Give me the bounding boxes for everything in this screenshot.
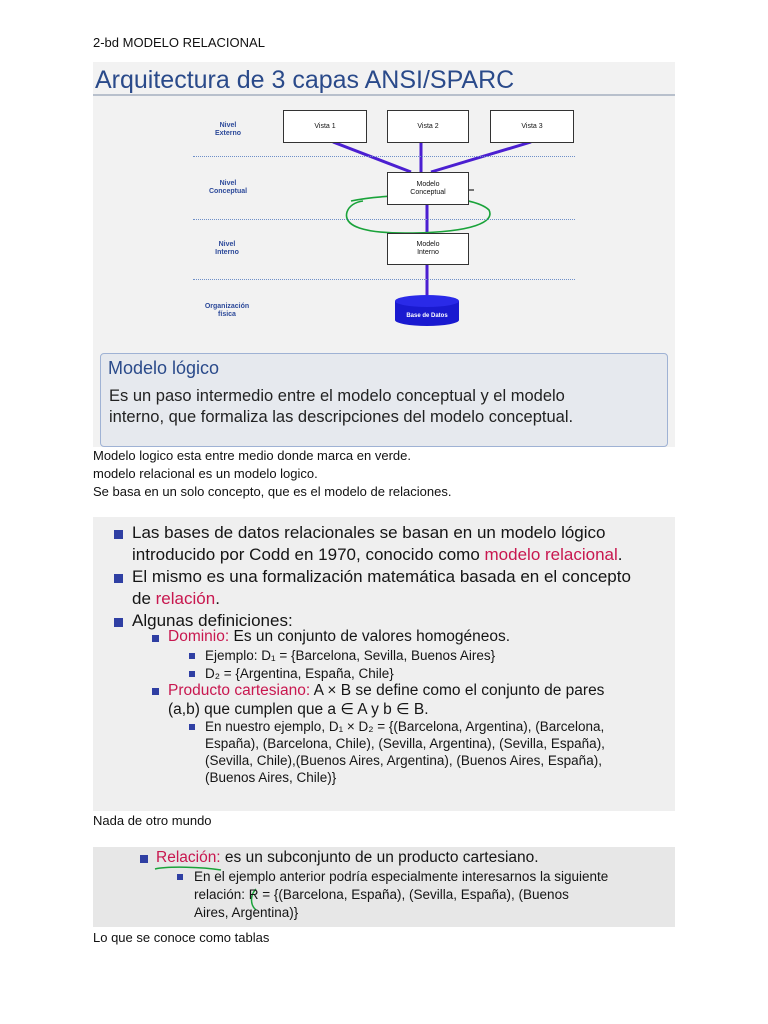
panel-title: Modelo lógico <box>108 358 220 378</box>
document-header: 2-bd MODELO RELACIONAL <box>93 35 265 50</box>
bullet-square-icon <box>114 530 123 539</box>
producto-ejemplo: En nuestro ejemplo, D₁ × D₂ = {(Barcelona, Argentina), (Barcelona, España), (Barcelona, Chile), (Sevilla, Argentina), (Sevilla, España), (Sevilla, Chile),(Buenos Aires, Argentina), (Buenos Aires, España), (Buenos Aires, Chile)} <box>205 719 605 785</box>
level-separator <box>193 279 575 280</box>
sub-bullet-square-icon <box>152 688 159 695</box>
level-label-externo: Nivel Externo <box>214 122 242 137</box>
note-tablas: Lo que se conoce como tablas <box>93 930 270 945</box>
modelo-conceptual-box: Modelo Conceptual <box>387 172 469 205</box>
sub-sub-bullet-square-icon <box>189 653 195 659</box>
bullet-dominio: Dominio: Es un conjunto de valores homogéneos. <box>168 628 511 645</box>
database-label: Base de Datos <box>406 313 448 319</box>
bullet-producto-cartesiano: Producto cartesiano: A × B se define como el conjunto de pares (a,b) que cumplen que a ∈ A y b ∈ B. <box>168 682 605 718</box>
level-label-interno: Nivel Interno <box>215 241 239 256</box>
bullet-square-icon <box>114 618 123 627</box>
vista-2-box: Vista 2 <box>387 110 469 143</box>
sub-bullet-square-icon <box>177 874 183 880</box>
sub-bullet-square-icon <box>152 635 159 642</box>
bullet-relacion: Relación: es un subconjunto de un producto cartesiano. <box>156 849 539 866</box>
level-separator <box>193 219 575 220</box>
note-line: modelo relacional es un modelo logico. <box>93 466 318 481</box>
slide-relacion <box>93 847 675 927</box>
note-nada-otro-mundo: Nada de otro mundo <box>93 813 212 828</box>
note-line: Modelo logico esta entre medio donde marca en verde. <box>93 448 411 463</box>
slide-title: Arquitectura de 3 capas ANSI/SPARC <box>95 66 515 94</box>
bullet-square-icon <box>114 574 123 583</box>
sub-sub-bullet-square-icon <box>189 724 195 730</box>
level-label-conceptual: Nivel Conceptual <box>208 180 248 195</box>
bullet-bases-datos: Las bases de datos relacionales se basan en un modelo lógico introducido por Codd en 1970, conocido como modelo relacional. <box>132 523 623 564</box>
slide-modelo-relacional <box>93 517 675 811</box>
ejemplo-d1: Ejemplo: D₁ = {Barcelona, Sevilla, Buenos Aires} <box>205 648 496 663</box>
ejemplo-d2: D₂ = {Argentina, España, Chile} <box>205 666 394 681</box>
database-cylinder-top <box>395 295 459 307</box>
level-separator <box>193 156 575 157</box>
vista-1-box: Vista 1 <box>283 110 367 143</box>
slide-ansi-sparc <box>93 62 675 447</box>
notes-paragraph <box>93 447 451 501</box>
sub-sub-bullet-square-icon <box>189 671 195 677</box>
vista-3-box: Vista 3 <box>490 110 574 143</box>
relacion-ejemplo: En el ejemplo anterior podría especialmente interesarnos la siguiente relación: R = {(Barcelona, España), (Sevilla, España), (Buenos Aires, Argentina)} <box>194 869 609 920</box>
level-label-fisica: Organización física <box>204 303 250 318</box>
panel-body: Es un paso intermedio entre el modelo conceptual y el modelo interno, que formaliza las descripciones del modelo conceptual. <box>109 387 574 426</box>
note-line: Se basa en un solo concepto, que es el modelo de relaciones. <box>93 484 452 499</box>
bullet-formalizacion: El mismo es una formalización matemática basada en el concepto de relación. <box>132 567 631 608</box>
modelo-logico-panel <box>100 353 668 447</box>
bullet-definiciones: Algunas definiciones: <box>132 611 293 630</box>
modelo-interno-box: Modelo Interno <box>387 233 469 265</box>
